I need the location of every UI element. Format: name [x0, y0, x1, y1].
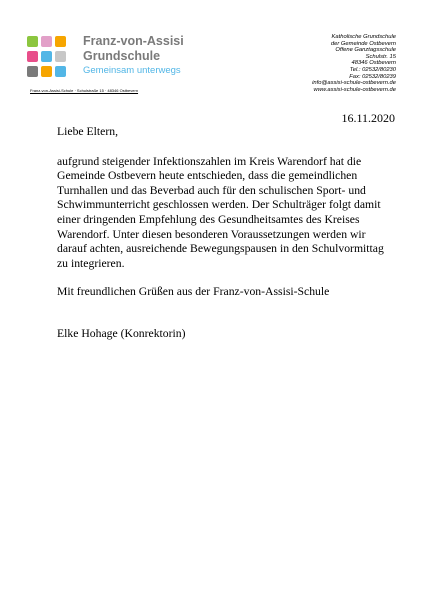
- logo-square: [27, 51, 38, 62]
- address-fax: Fax: 02532/80239: [349, 73, 396, 80]
- logo-tagline: Gemeinsam unterwegs: [83, 65, 181, 76]
- address-website[interactable]: www.assisi-schule-ostbevern.de: [313, 86, 396, 93]
- school-address-block: [312, 34, 396, 93]
- school-logo: [25, 34, 215, 80]
- address-line: der Gemeinde Ostbevern: [330, 40, 396, 47]
- sender-return-address: Franz-von-Assisi-Schule · Schulstraße 15 · 48346 Ostbevern: [30, 88, 139, 93]
- logo-square: [55, 66, 66, 77]
- address-line: Offene Ganztagsschule: [335, 47, 396, 54]
- logo-square: [41, 51, 52, 62]
- logo-square: [27, 66, 38, 77]
- address-line: Schulstr. 15: [365, 53, 396, 60]
- logo-square: [41, 36, 52, 47]
- logo-school-type: Grundschule: [83, 49, 161, 63]
- letter-salutation: Liebe Eltern,: [57, 125, 119, 138]
- logo-squares-icon: [25, 34, 75, 80]
- logo-square: [55, 51, 66, 62]
- letter-body: [57, 125, 387, 342]
- letter-date: 16.11.2020: [341, 111, 395, 125]
- letter-paragraph: aufgrund steigender Infektionszahlen im Kreis Warendorf hat die Gemeinde Ostbevern heute entschieden, dass die gemeindlichen Turnhallen und das Beverbad auch für den schulischen Sport- und Schwimmunterricht geschlossen werden. Der Schulträger folgt damit einer dringenden Empfehlung des Gesundheitsamtes des Kreises Warendorf. Unter diesen besonderen Voraussetzungen werden wir darauf achten, ausreichende Bewegungspausen in den Schulvormittag zu integrieren.: [57, 154, 384, 270]
- logo-square: [41, 66, 52, 77]
- logo-square: [27, 36, 38, 47]
- logo-school-name: Franz-von-Assisi: [83, 34, 184, 48]
- address-phone: Tel.: 02532/80230: [349, 66, 396, 73]
- letter-closing: Mit freundlichen Grüßen aus der Franz-von-Assisi-Schule: [57, 285, 330, 299]
- letter-signature: Elke Hohage (Konrektorin): [57, 326, 186, 340]
- address-line: 48346 Ostbevern: [351, 60, 396, 67]
- logo-square: [55, 36, 66, 47]
- address-line: Katholische Grundschule: [331, 34, 396, 40]
- address-email[interactable]: info@assisi-schule-ostbevern.de: [312, 80, 396, 87]
- logo-text: [83, 34, 184, 77]
